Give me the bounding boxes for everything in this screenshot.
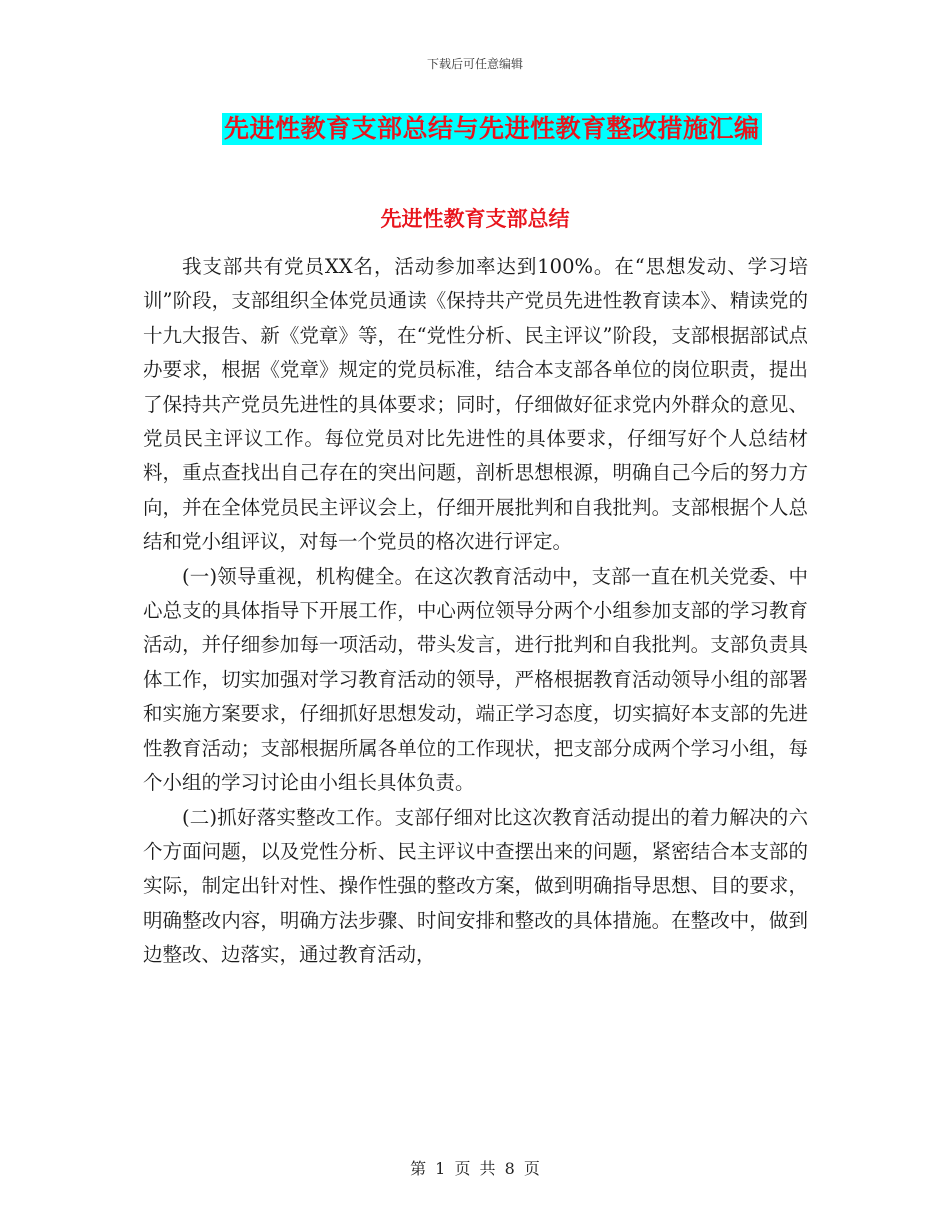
document-body <box>143 250 808 973</box>
section-title: 先进性教育支部总结 <box>380 206 570 231</box>
page-number: 第 1 页 共 8 页 <box>410 1159 540 1178</box>
document-title: 先进性教育支部总结与先进性教育整改措施汇编 <box>224 114 760 143</box>
header-note: 下载后可任意编辑 <box>426 57 523 71</box>
paragraph-leadership: (一)领导重视，机构健全。在这次教育活动中，支部一直在机关党委、中心总支的具体指导下开展工作，中心两位领导分两个小组参加支部的学习教育活动，并仔细参加每一项活动，带头发言，进行批判和自我批判。支部负责具体工作，切实加强对学习教育活动的领导，严格根据教育活动领导小组的部署和实施方案要求，仔细抓好思想发动，端正学习态度，切实搞好本支部的先进性教育活动；支部根据所属各单位的工作现状，把支部分成两个学习小组，每个小组的学习讨论由小组长具体负责。 <box>143 564 808 795</box>
paragraph-intro: 我支部共有党员XX名，活动参加率达到100%。在“思想发动、学习培训”阶段，支部组织全体党员通读《保持共产党员先进性教育读本》、精读党的十九大报告、新《党章》等，在“党性分析、民主评议”阶段，支部根据部试点办要求，根据《党章》规定的党员标准，结合本支部各单位的岗位职责，提出了保持共产党员先进性的具体要求；同时，仔细做好征求党内外群众的意见、党员民主评议工作。每位党员对比先进性的具体要求，仔细写好个人总结材料，重点查找出自己存在的突出问题，剖析思想根源，明确自己今后的努力方向，并在全体党员民主评议会上，仔细开展批判和自我批判。支部根据个人总结和党小组评议，对每一个党员的格次进行评定。 <box>143 255 808 554</box>
paragraph-rectification: (二)抓好落实整改工作。支部仔细对比这次教育活动提出的着力解决的六个方面问题，以及党性分析、民主评议中查摆出来的问题，紧密结合本支部的实际，制定出针对性、操作性强的整改方案，做到明确指导思想、目的要求，明确整改内容，明确方法步骤、时间安排和整改的具体措施。在整改中，做到边整改、边落实，通过教育活动， <box>143 805 808 967</box>
